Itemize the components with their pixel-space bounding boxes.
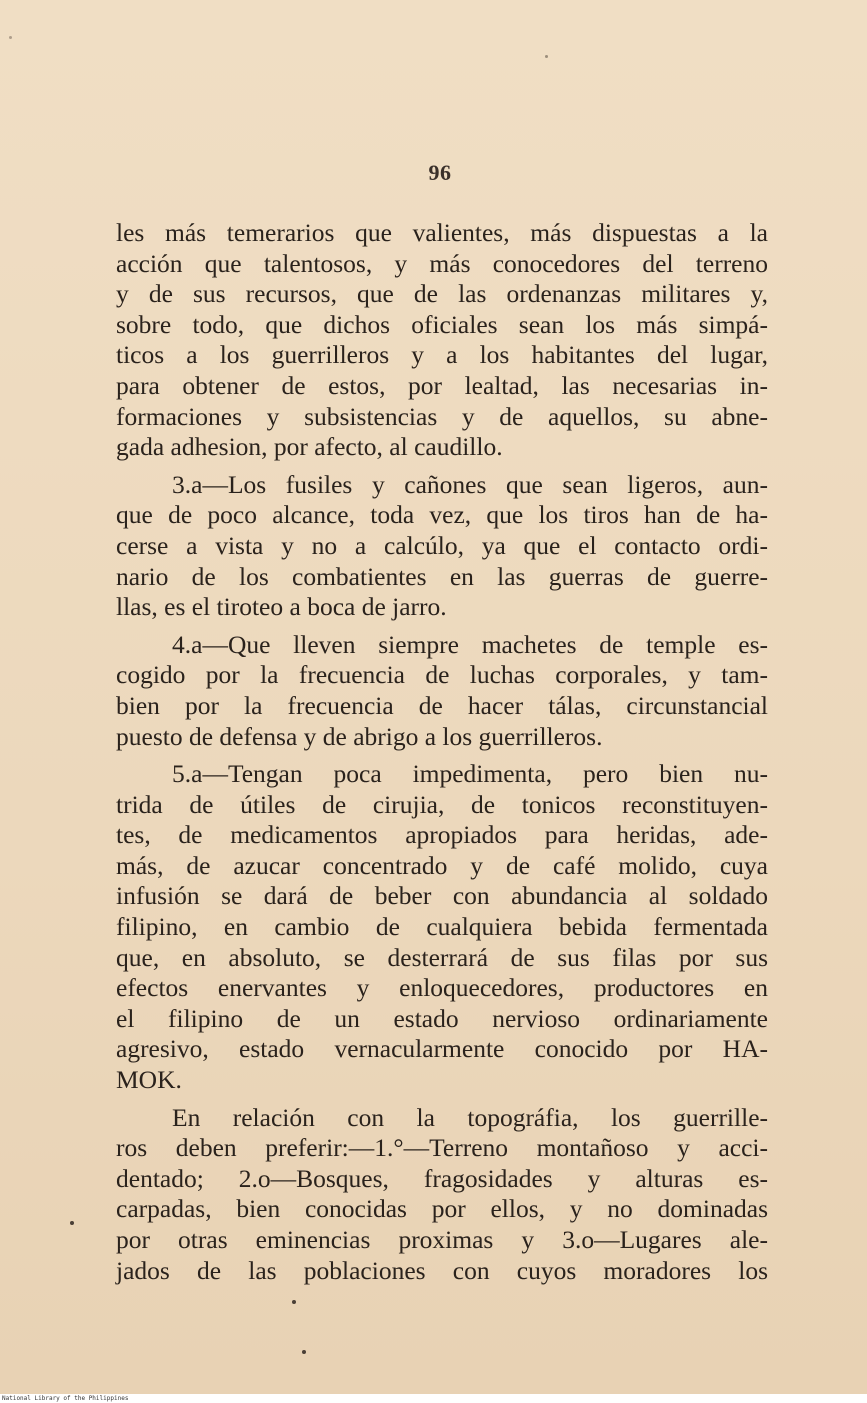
ink-speck (70, 1221, 74, 1225)
text-line: nario de los combatientes en las guerras de guerre- (116, 561, 768, 591)
text-line: les más temerarios que valientes, más dispuestas a la (116, 218, 768, 247)
text-line: más, de azucar concentrado y de café molido, cuya (116, 850, 768, 880)
text-line: carpadas, bien conocidas por ellos, y no dominadas (116, 1194, 768, 1224)
text-line: ticos a los guerrilleros y a los habitantes del lugar, (116, 340, 768, 370)
text-line: jados de las poblaciones con cuyos moradores los (116, 1255, 768, 1285)
body-text (116, 218, 768, 1286)
text-line: bien por la frecuencia de hacer tálas, circunstancial (116, 690, 768, 720)
paragraph-start-topografia: En relación con la topográfia, los guerrille- (172, 1102, 768, 1132)
text-line: que de poco alcance, toda vez, que los tiros han de ha- (116, 500, 768, 530)
paragraph-start-5a: 5.a—Tengan poca impedimenta, pero bien nu- (172, 759, 768, 789)
ink-speck (302, 1350, 306, 1354)
text-line: ros deben preferir:—1.°—Terreno montañoso y acci- (116, 1133, 768, 1163)
footer-strip (0, 1394, 867, 1403)
text-line: sobre todo, que dichos oficiales sean los más simpá- (116, 309, 768, 339)
text-line: infusión se dará de beber con abundancia al soldado (116, 881, 768, 911)
text-line: trida de útiles de cirujia, de tonicos reconstituyen- (116, 789, 768, 819)
text-line: cogido por la frecuencia de luchas corporales, y tam- (116, 660, 768, 690)
text-line: efectos enervantes y enloquecedores, productores en (116, 973, 768, 1003)
text-line: por otras eminencias proximas y 3.o—Lugares ale- (116, 1225, 768, 1254)
text-line: llas, es el tiroteo a boca de jarro. (116, 592, 447, 622)
paragraph-start-3a: 3.a—Los fusiles y cañones que sean ligeros, aun- (172, 469, 768, 499)
text-line: MOK. (116, 1065, 182, 1095)
text-line: filipino, en cambio de cualquiera bebida fermentada (116, 912, 768, 942)
text-line: para obtener de estos, por lealtad, las necesarias in- (116, 370, 768, 400)
ink-speck (292, 1300, 296, 1304)
paragraph-start-4a: 4.a—Que lleven siempre machetes de temple es- (172, 629, 768, 659)
text-line: cerse a vista y no a calcúlo, ya que el contacto ordi- (116, 530, 768, 560)
text-line: gada adhesion, por afecto, al caudillo. (116, 432, 503, 462)
page-number: 96 (428, 160, 452, 185)
text-line: y de sus recursos, que de las ordenanzas militares y, (116, 279, 768, 309)
text-line: puesto de defensa y de abrigo a los guerrilleros. (116, 721, 603, 751)
text-line: agresivo, estado vernacularmente conocido por HA- (116, 1034, 768, 1064)
text-line: formaciones y subsistencias y de aquellos, su abne- (116, 401, 768, 431)
text-line: que, en absoluto, se desterrará de sus filas por sus (116, 942, 768, 972)
ink-speck (545, 55, 548, 58)
text-line: el filipino de un estado nervioso ordinariamente (116, 1003, 768, 1033)
text-line: dentado; 2.o—Bosques, fragosidades y alturas es- (116, 1163, 768, 1193)
text-line: tes, de medicamentos apropiados para heridas, ade- (116, 820, 768, 850)
text-line: acción que talentosos, y más conocedores del terreno (116, 248, 768, 278)
ink-speck (9, 36, 12, 39)
library-credit: National Library of the Philippines (2, 1395, 129, 1402)
